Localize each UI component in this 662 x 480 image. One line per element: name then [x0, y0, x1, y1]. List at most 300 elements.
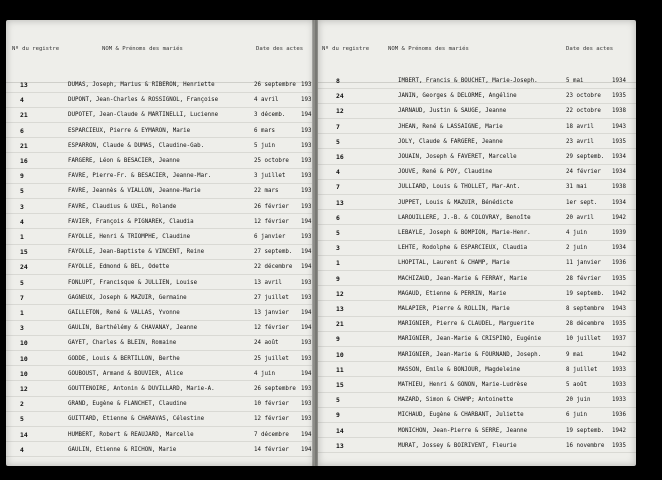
entry-num: 5: [336, 229, 340, 237]
right-register-page: [318, 20, 636, 466]
entry-date: 29 septemb.: [566, 154, 605, 160]
row-rule: [6, 411, 314, 412]
row-rule: [6, 122, 314, 123]
entry-num: 9: [336, 335, 340, 344]
entry-num: 5: [20, 415, 24, 424]
entry-num: 3: [20, 202, 24, 211]
entry-year: 1935: [612, 138, 626, 145]
register-entry-row: [318, 230, 636, 242]
entry-name: FAVRE, Pierre-Fr. & BESACIER, Jeanne-Mar.: [68, 173, 212, 180]
register-entry-row: [318, 245, 636, 257]
entry-year: 193: [301, 158, 312, 164]
entry-name: MATHIEU, Henri & GONON, Marie-Ludrèse: [398, 382, 528, 388]
entry-num: 21: [336, 320, 344, 329]
entry-num: 6: [336, 213, 340, 222]
entry-name: MARIGNIER, Jean-Marie & CRISPINO, Eugénie: [398, 336, 542, 343]
row-rule: [6, 441, 314, 442]
register-entry-row: [6, 356, 314, 368]
entry-num: 13: [336, 305, 344, 313]
entry-date: 8 septembre: [566, 306, 605, 312]
register-entry-row: [318, 291, 636, 303]
entry-year: 1942: [612, 290, 626, 297]
register-entry-row: [318, 336, 636, 348]
entry-date: 23 octobre: [566, 93, 601, 100]
entry-date: 25 juillet: [254, 355, 289, 362]
entry-date: 22 mars: [254, 188, 279, 195]
entry-name: DUMAS, Joseph, Marius & RIBERON, Henriette: [68, 82, 215, 88]
entry-year: 1934: [612, 78, 626, 84]
entry-year: 193: [301, 203, 312, 210]
row-rule: [318, 194, 636, 195]
entry-name: MAGAUD, Etienne & PERRIN, Marie: [398, 290, 507, 297]
register-entry-row: [6, 386, 314, 398]
entry-date: 22 octobre: [566, 108, 601, 115]
entry-name: FAYOLLE, Henri & TRIOMPHE, Claudine: [68, 234, 191, 240]
entry-date: 11 janvier: [566, 260, 601, 267]
entry-year: 194: [301, 112, 312, 119]
row-rule: [6, 259, 314, 260]
row-rule: [318, 437, 636, 438]
row-rule: [318, 452, 636, 453]
register-entry-row: [318, 352, 636, 364]
row-rule: [318, 300, 636, 301]
entry-date: 5 août: [566, 382, 587, 388]
entry-num: 1: [20, 309, 24, 317]
entry-name: DUPONT, Jean-Charles & ROSSIGNOL, Françoise: [68, 97, 219, 104]
entry-year: 1934: [612, 245, 626, 252]
entry-year: 1942: [612, 351, 626, 358]
entry-name: FARGERE, Léon & BESACIER, Jeanne: [68, 158, 180, 164]
entry-date: 10 février: [254, 401, 289, 408]
header-registre: Nº du registre: [322, 46, 370, 52]
row-rule: [318, 133, 636, 134]
entry-date: 10 juillet: [566, 336, 601, 343]
entry-num: 21: [20, 111, 28, 120]
entry-date: 24 février: [566, 169, 601, 176]
register-entry-row: [6, 143, 314, 155]
entry-num: 14: [20, 430, 28, 439]
entry-name: GOUTTENOIRE, Antonin & DUVILLARD, Marie-A.: [68, 386, 215, 392]
entry-year: 1934: [612, 169, 626, 176]
register-entry-row: [6, 447, 314, 459]
entry-date: 3 décemb.: [254, 112, 286, 119]
entry-date: 27 septemb.: [254, 249, 293, 256]
entry-year: 194: [301, 325, 312, 332]
entry-name: MALAPIER, Pierre & ROLLIN, Marie: [398, 306, 510, 312]
register-entry-row: [6, 264, 314, 276]
header-noms: NOM & Prénoms des mariés: [102, 46, 183, 52]
entry-name: GOUBOUST, Armand & BOUVIER, Alice: [68, 370, 184, 377]
entry-name: FAVIER, François & PIGNAREK, Claudia: [68, 218, 194, 225]
entry-date: 6 janvier: [254, 234, 286, 240]
entry-date: 20 juin: [566, 397, 591, 404]
entry-year: 1933: [612, 397, 626, 404]
entry-year: 1935: [612, 442, 626, 449]
entry-num: 4: [336, 168, 340, 177]
entry-num: 5: [20, 278, 24, 287]
entry-name: JANIN, Georges & DELORME, Angéline: [398, 93, 517, 100]
row-rule: [318, 422, 636, 423]
entry-date: 4 juin: [254, 370, 275, 377]
row-rule: [6, 152, 314, 153]
row-rule: [6, 244, 314, 245]
register-entry-row: [318, 108, 636, 120]
entry-name: MARIGNIER, Jean-Marie & FOURNAND, Joseph.: [398, 351, 542, 358]
entry-date: 28 février: [566, 275, 601, 282]
entry-date: 6 mars: [254, 127, 275, 134]
entry-date: 12 février: [254, 416, 289, 423]
entry-name: LAROUILLERE, J.-B. & COLOVRAY, Benoîte: [398, 214, 531, 221]
row-rule: [6, 137, 314, 138]
row-rule: [318, 407, 636, 408]
entry-year: 1942: [612, 214, 626, 221]
entry-year: 194: [301, 249, 312, 256]
entry-name: LHOPITAL, Laurent & CHAMP, Marie: [398, 260, 510, 267]
row-rule: [318, 118, 636, 119]
row-rule: [318, 164, 636, 165]
header-registre: Nº du registre: [12, 46, 60, 52]
register-entry-row: [6, 416, 314, 428]
entry-year: 194: [301, 218, 312, 225]
entry-date: 1er sept.: [566, 199, 598, 206]
entry-year: 1936: [612, 260, 626, 267]
entry-name: MURAT, Jossey & BOIRIVENT, Fleurie: [398, 442, 517, 449]
entry-date: 12 février: [254, 218, 289, 225]
entry-date: 31 mai: [566, 184, 587, 191]
entry-num: 9: [336, 274, 340, 283]
entry-num: 13: [20, 81, 28, 89]
register-entry-row: [6, 310, 314, 322]
register-entry-row: [318, 367, 636, 379]
row-rule: [6, 213, 314, 214]
register-entry-row: [6, 188, 314, 200]
entry-date: 19 septemb.: [566, 427, 605, 434]
entry-name: ESPARRON, Claude & DUMAS, Claudine-Gab.: [68, 142, 205, 149]
row-rule: [6, 183, 314, 184]
entry-date: 6 juin: [566, 412, 587, 419]
entry-num: 24: [20, 263, 28, 272]
entry-date: 13 janvier: [254, 310, 289, 316]
register-entry-row: [6, 128, 314, 140]
entry-num: 11: [336, 365, 344, 374]
entry-num: 7: [336, 122, 340, 131]
entry-year: 193: [301, 142, 312, 149]
entry-name: JULLIARD, Louis & THOLLET, Mar-Ant.: [398, 184, 521, 191]
row-rule: [6, 92, 314, 93]
entry-num: 1: [336, 259, 340, 268]
header-date: Date des actes: [566, 46, 614, 52]
entry-date: 8 juillet: [566, 366, 598, 373]
entry-name: GAGNEUX, Joseph & MAZUIR, Germaine: [68, 294, 187, 301]
entry-num: 8: [336, 77, 340, 85]
register-entry-row: [318, 215, 636, 227]
row-rule: [6, 350, 314, 351]
entry-year: 193: [301, 97, 312, 104]
entry-name: JOUVE, René & POY, Claudine: [398, 169, 493, 176]
entry-date: 25 octobre: [254, 158, 289, 164]
entry-year: 1942: [612, 427, 626, 434]
register-entry-row: [318, 276, 636, 288]
entry-year: 193: [301, 416, 312, 423]
entry-name: HUMBERT, Robert & REAUJARD, Marcelle: [68, 431, 194, 438]
register-entry-row: [318, 200, 636, 212]
entry-date: 18 avril: [566, 123, 594, 130]
row-rule: [318, 331, 636, 332]
row-rule: [318, 148, 636, 149]
entry-name: LEBAYLE, Joseph & BOMPION, Marie-Henr.: [398, 230, 531, 236]
register-entry-row: [318, 154, 636, 166]
register-entry-row: [6, 295, 314, 307]
row-rule: [6, 107, 314, 108]
row-rule: [318, 361, 636, 362]
entry-year: 1934: [612, 154, 626, 160]
entry-year: 193: [301, 386, 312, 392]
register-entry-row: [318, 184, 636, 196]
entry-num: 7: [336, 183, 340, 192]
register-entry-row: [6, 234, 314, 246]
row-rule: [6, 335, 314, 336]
entry-name: JARNAUD, Justin & SAUGE, Jeanne: [398, 108, 507, 115]
entry-year: 194: [301, 264, 312, 271]
row-rule: [6, 228, 314, 229]
row-rule: [6, 320, 314, 321]
entry-name: JHEAN, René & LASSAIGNE, Marie: [398, 123, 503, 130]
entry-num: 13: [336, 441, 344, 450]
entry-year: 193: [301, 188, 312, 195]
register-entry-row: [318, 428, 636, 440]
entry-year: 1935: [612, 93, 626, 100]
entry-name: FAYOLLE, Jean-Baptiste & VINCENT, Reine: [68, 249, 205, 256]
header-noms: NOM & Prénoms des mariés: [388, 46, 469, 52]
entry-year: 194: [301, 431, 312, 438]
entry-year: 194: [301, 310, 312, 316]
register-entry-row: [318, 412, 636, 424]
entry-year: 1936: [612, 412, 626, 419]
entry-name: JOLY, Claude & FARGERE, Jeanne: [398, 138, 503, 145]
register-entry-row: [6, 401, 314, 413]
entry-num: 12: [20, 385, 28, 393]
entry-date: 13 avril: [254, 279, 282, 286]
entry-num: 2: [20, 400, 24, 409]
entry-date: 14 février: [254, 446, 289, 453]
entry-num: 10: [20, 369, 28, 378]
entry-date: 4 avril: [254, 97, 279, 104]
entry-date: 2 juin: [566, 245, 587, 252]
entry-num: 5: [20, 187, 24, 196]
row-rule: [318, 270, 636, 271]
entry-date: 24 août: [254, 340, 279, 347]
entry-year: 1935: [612, 275, 626, 282]
entry-year: 193: [301, 340, 312, 347]
row-rule: [6, 456, 314, 457]
entry-year: 193: [301, 401, 312, 408]
entry-num: 4: [20, 217, 24, 226]
entry-date: 5 mai: [566, 78, 584, 84]
entry-name: IMBERT, Francis & BOUCHET, Marie-Joseph.: [398, 78, 538, 84]
entry-year: 194: [301, 370, 312, 377]
entry-date: 7 décembre: [254, 431, 289, 438]
register-entry-row: [6, 204, 314, 216]
entry-year: 193: [301, 279, 312, 286]
register-entry-row: [318, 306, 636, 318]
register-entry-row: [318, 382, 636, 394]
entry-year: 1938: [612, 108, 626, 115]
row-rule: [318, 316, 636, 317]
row-rule: [6, 198, 314, 199]
row-rule: [6, 168, 314, 169]
entry-num: 7: [20, 293, 24, 302]
entry-name: GAYET, Charles & BLEIN, Romaine: [68, 340, 177, 347]
entry-num: 5: [336, 396, 340, 405]
entry-name: MARIGNIER, Pierre & CLAUDEL, Marguerite: [398, 321, 535, 328]
entry-num: 16: [20, 157, 28, 165]
entry-name: ESPARCIEUX, Pierre & EYMARON, Marie: [68, 127, 191, 134]
entry-date: 16 novembre: [566, 442, 605, 449]
entry-date: 5 juin: [254, 142, 275, 149]
entry-year: 193: [301, 173, 312, 180]
entry-year: 1943: [612, 306, 626, 312]
entry-num: 10: [20, 354, 28, 363]
row-rule: [6, 274, 314, 275]
entry-year: 1943: [612, 123, 626, 130]
entry-date: 26 septembre: [254, 386, 296, 392]
entry-name: MACHIZAUD, Jean-Marie & FERRAY, Marie: [398, 275, 528, 282]
entry-num: 14: [336, 426, 344, 435]
entry-date: 26 février: [254, 203, 289, 210]
register-entry-row: [318, 260, 636, 272]
row-rule: [6, 426, 314, 427]
entry-name: GRAND, Eugène & FLANCHET, Claudine: [68, 401, 187, 408]
entry-num: 16: [336, 153, 344, 161]
entry-num: 24: [336, 92, 344, 101]
row-rule: [6, 304, 314, 305]
entry-name: JOUAIN, Joseph & FAVERET, Marcelle: [398, 154, 517, 160]
entry-year: 1933: [612, 382, 626, 388]
entry-date: 23 avril: [566, 138, 594, 145]
register-entry-row: [6, 249, 314, 261]
entry-num: 5: [336, 137, 340, 146]
entry-name: FONLUPT, Francisque & JULLIEN, Louise: [68, 279, 198, 286]
entry-num: 12: [336, 289, 344, 298]
entry-name: GODDE, Louis & BERTILLON, Berthe: [68, 355, 180, 362]
row-rule: [6, 396, 314, 397]
row-rule: [318, 255, 636, 256]
register-entry-row: [318, 169, 636, 181]
row-rule: [318, 179, 636, 180]
register-entry-row: [318, 321, 636, 333]
row-rule: [318, 346, 636, 347]
entry-num: 6: [20, 126, 24, 135]
register-entry-row: [6, 371, 314, 383]
row-rule: [318, 88, 636, 89]
register-entry-row: [318, 93, 636, 105]
register-entry-row: [6, 82, 314, 94]
register-entry-row: [6, 97, 314, 109]
entry-year: 193: [301, 355, 312, 362]
row-rule: [6, 380, 314, 381]
entry-name: JUPPET, Louis & MAZUIR, Bénédicte: [398, 199, 514, 206]
entry-date: 9 mai: [566, 351, 584, 358]
row-rule: [318, 392, 636, 393]
row-rule: [318, 209, 636, 210]
row-rule: [318, 103, 636, 104]
entry-date: 26 septembre: [254, 82, 296, 88]
row-rule: [318, 285, 636, 286]
register-entry-row: [318, 443, 636, 455]
entry-num: 4: [20, 445, 24, 454]
entry-date: 20 avril: [566, 214, 594, 221]
register-entry-row: [318, 397, 636, 409]
entry-date: 12 février: [254, 325, 289, 332]
entry-num: 3: [20, 324, 24, 333]
entry-name: GAULIN, Barthélémy & CHAVANAY, Jeanne: [68, 325, 198, 332]
header-date: Date des actes: [256, 46, 304, 52]
entry-name: GAULIN, Etienne & RICHON, Marie: [68, 446, 177, 453]
entry-num: 4: [20, 96, 24, 105]
entry-year: 193: [301, 294, 312, 301]
register-entry-row: [6, 112, 314, 124]
entry-num: 12: [336, 107, 344, 116]
entry-year: 1939: [612, 230, 626, 236]
entry-num: 10: [336, 350, 344, 359]
entry-num: 15: [20, 248, 28, 257]
row-rule: [318, 376, 636, 377]
entry-num: 9: [336, 411, 340, 420]
entry-date: 22 décembre: [254, 264, 293, 271]
register-entry-row: [318, 78, 636, 90]
register-entry-row: [6, 158, 314, 170]
entry-year: 193: [301, 127, 312, 134]
entry-year: 1938: [612, 184, 626, 191]
entry-name: FAVRE, Claudius & UXEL, Rolande: [68, 203, 177, 210]
entry-num: 1: [20, 233, 24, 241]
entry-date: 27 juillet: [254, 294, 289, 301]
entry-date: 28 décembre: [566, 321, 605, 328]
entry-name: MAZARD, Simon & CHAMP; Antoinette: [398, 397, 514, 404]
register-entry-row: [6, 325, 314, 337]
entry-date: 4 juin: [566, 230, 587, 236]
entry-year: 1935: [612, 321, 626, 328]
entry-name: DUPOTET, Jean-Claude & MARTINELLI, Lucienne: [68, 112, 219, 119]
register-entry-row: [318, 139, 636, 151]
register-entry-row: [6, 280, 314, 292]
entry-name: FAVRE, Jeannès & VIALLON, Jeanne-Marie: [68, 188, 201, 195]
register-entry-row: [318, 124, 636, 136]
entry-name: MASSON, Emile & BONJOUR, Magdeleine: [398, 366, 521, 373]
entry-year: 194: [301, 446, 312, 453]
left-register-page: [6, 20, 314, 466]
entry-num: 13: [336, 198, 344, 207]
entry-num: 15: [336, 381, 344, 389]
entry-num: 21: [20, 141, 28, 150]
entry-name: FAYOLLE, Edmond & BEL, Odette: [68, 264, 170, 271]
entry-num: 9: [20, 172, 24, 181]
row-rule: [318, 240, 636, 241]
entry-num: 3: [336, 244, 340, 253]
row-rule: [6, 289, 314, 290]
entry-name: LEHTE, Rodolphe & ESPARCIEUX, Claudia: [398, 245, 528, 252]
entry-year: 1934: [612, 199, 626, 206]
entry-name: GAILLETON, René & VALLAS, Yvonne: [68, 310, 180, 316]
entry-name: GUITTARD, Etienne & CHARAVAS, Célestine: [68, 416, 205, 423]
entry-num: 10: [20, 339, 28, 348]
entry-year: 1933: [612, 366, 626, 373]
register-entry-row: [6, 340, 314, 352]
entry-name: MONICHON, Jean-Pierre & SERRE, Jeanne: [398, 427, 528, 434]
entry-year: 193: [301, 234, 312, 240]
row-rule: [318, 224, 636, 225]
register-entry-row: [6, 432, 314, 444]
